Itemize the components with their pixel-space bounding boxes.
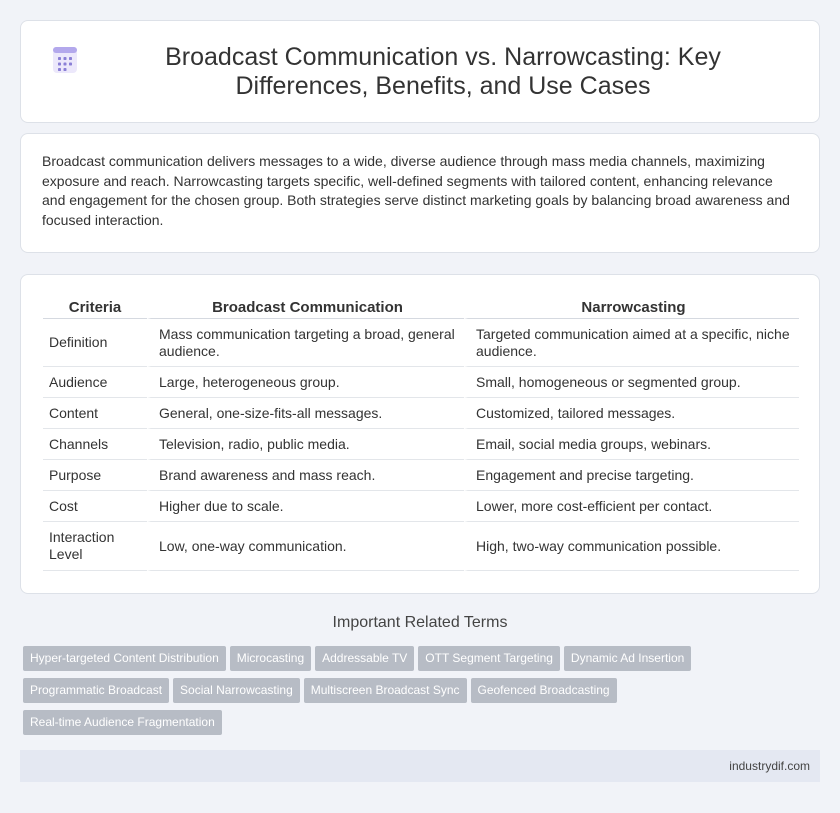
narrowcasting-cell: Email, social media groups, webinars.: [464, 429, 799, 460]
criteria-cell: Purpose: [43, 460, 147, 491]
header-narrowcasting: Narrowcasting: [464, 294, 799, 319]
table-row: [43, 429, 799, 460]
table-row: [43, 367, 799, 398]
related-terms-title: Important Related Terms: [332, 614, 508, 631]
title-wrap: [52, 43, 788, 101]
broadcast-cell: Mass communication targeting a broad, general audience.: [147, 319, 464, 367]
criteria-cell: Audience: [43, 367, 147, 398]
related-term-tag[interactable]: Dynamic Ad Insertion: [564, 646, 691, 671]
intro-paragraph: Broadcast communication delivers messages to a wide, diverse audience through mass media channels, maximizing exposure and reach. Narrowcasting targets specific, well-defined segments with tailored content, enhancing relevance and engagement for the chosen group. Both strategies serve distinct marketing goals by balancing broad awareness and focused interaction.: [42, 153, 790, 228]
narrowcasting-cell: Small, homogeneous or segmented group.: [464, 367, 799, 398]
related-term-tag[interactable]: Real-time Audience Fragmentation: [23, 710, 222, 735]
related-term-tag[interactable]: Geofenced Broadcasting: [471, 678, 617, 703]
related-term-tag[interactable]: Microcasting: [230, 646, 311, 671]
comparison-card: [20, 274, 820, 594]
intro-card: [20, 133, 820, 253]
related-term-tag[interactable]: Addressable TV: [315, 646, 414, 671]
table-row: [43, 491, 799, 522]
comparison-table: [43, 294, 799, 571]
document-icon: [52, 46, 78, 74]
narrowcasting-cell: Engagement and precise targeting.: [464, 460, 799, 491]
criteria-cell: Cost: [43, 491, 147, 522]
title-card: [20, 20, 820, 123]
related-terms-list: [23, 646, 823, 742]
table-row: [43, 398, 799, 429]
broadcast-cell: Television, radio, public media.: [147, 429, 464, 460]
related-term-tag[interactable]: Programmatic Broadcast: [23, 678, 169, 703]
criteria-cell: Channels: [43, 429, 147, 460]
table-header-row: [43, 294, 799, 319]
narrowcasting-cell: High, two-way communication possible.: [464, 522, 799, 571]
header-broadcast: Broadcast Communication: [147, 294, 464, 319]
related-term-tag[interactable]: Social Narrowcasting: [173, 678, 300, 703]
related-term-tag[interactable]: Multiscreen Broadcast Sync: [304, 678, 467, 703]
narrowcasting-cell: Lower, more cost-efficient per contact.: [464, 491, 799, 522]
narrowcasting-cell: Customized, tailored messages.: [464, 398, 799, 429]
criteria-cell: Interaction Level: [43, 522, 147, 571]
page-title: Broadcast Communication vs. Narrowcasting: Key Differences, Benefits, and Use Cases: [165, 42, 721, 100]
broadcast-cell: Brand awareness and mass reach.: [147, 460, 464, 491]
broadcast-cell: Low, one-way communication.: [147, 522, 464, 571]
table-row: [43, 460, 799, 491]
criteria-cell: Definition: [43, 319, 147, 367]
broadcast-cell: Higher due to scale.: [147, 491, 464, 522]
related-term-tag[interactable]: OTT Segment Targeting: [418, 646, 560, 671]
criteria-cell: Content: [43, 398, 147, 429]
footer-site-link[interactable]: industrydif.com: [729, 759, 810, 773]
table-row: [43, 319, 799, 367]
broadcast-cell: General, one-size-fits-all messages.: [147, 398, 464, 429]
table-row: [43, 522, 799, 571]
broadcast-cell: Large, heterogeneous group.: [147, 367, 464, 398]
header-criteria: Criteria: [43, 294, 147, 319]
related-term-tag[interactable]: Hyper-targeted Content Distribution: [23, 646, 226, 671]
footer: [20, 750, 820, 782]
narrowcasting-cell: Targeted communication aimed at a specific, niche audience.: [464, 319, 799, 367]
